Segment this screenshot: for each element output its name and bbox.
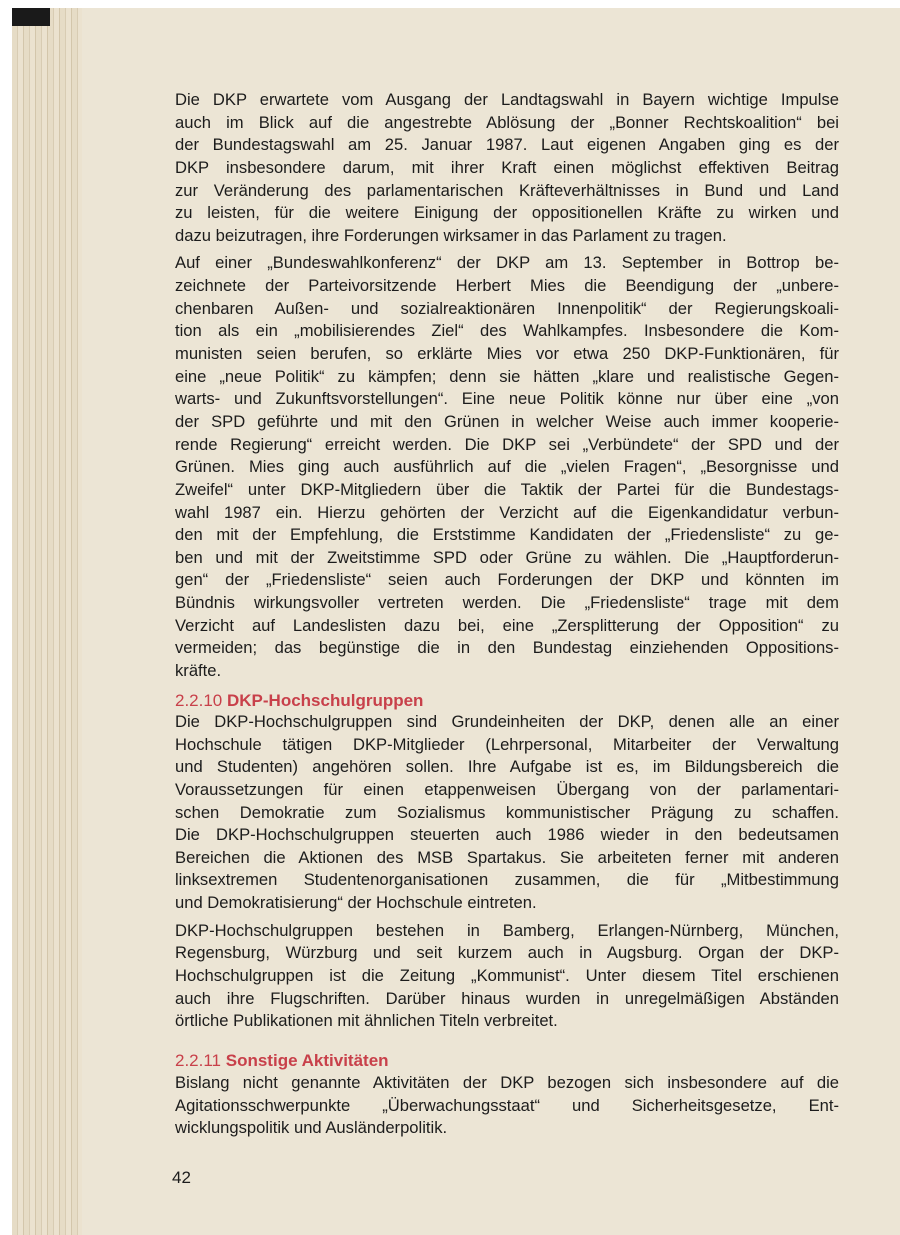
text-line: Bislang nicht genannte Aktivitäten der DKP bezogen sich insbesondere auf die bbox=[175, 1073, 839, 1092]
text-line: DKP insbesondere darum, mit ihrer Kraft einen möglichst effektiven Beitrag bbox=[175, 157, 839, 177]
section-number: 2.2.11 bbox=[175, 1051, 222, 1070]
text-line: örtliche Publikationen mit ähnlichen Titeln verbreitet. bbox=[175, 1011, 558, 1031]
section-title: DKP-Hochschulgruppen bbox=[227, 691, 424, 710]
book-page-edges bbox=[12, 8, 82, 1235]
text-line: Auf einer „Bundeswahlkonferenz“ der DKP am 13. September in Bottrop be- bbox=[175, 253, 839, 273]
text-line: Voraussetzungen für einen etappenweisen Übergang von der parlamentari- bbox=[175, 779, 839, 799]
text-line: zur Veränderung des parlamentarischen Kräfteverhältnisses in Bund und Land bbox=[175, 180, 839, 200]
text-block-sonstige bbox=[175, 1072, 839, 1145]
text-line: kräfte. bbox=[175, 661, 222, 681]
text-block-hochschulgruppen bbox=[175, 711, 839, 1038]
text-line: Grünen. Mies ging auch ausführlich auf die „vielen Fragen“, „Besorgnisse und bbox=[175, 457, 839, 477]
text-line: Die DKP-Hochschulgruppen steuerten auch 1986 wieder in den bedeutsamen bbox=[175, 825, 839, 845]
book-cover-corner bbox=[12, 8, 50, 26]
section-heading-hochschulgruppen bbox=[175, 689, 839, 713]
text-line: eine „neue Politik“ zu kämpfen; denn sie hätten „klare und realistische Gegen- bbox=[175, 366, 839, 386]
text-line: Zweifel“ unter DKP-Mitgliedern über die Taktik der Partei für die Bundestags- bbox=[175, 479, 839, 499]
text-line: der SPD geführte und mit den Grünen in welcher Weise auch immer kooperie- bbox=[175, 411, 839, 431]
text-line: auch ihre Flugschriften. Darüber hinaus wurden in unregelmäßigen Abständen bbox=[175, 988, 839, 1008]
text-line: schen Demokratie zum Sozialismus kommunistischer Prägung zu schaffen. bbox=[175, 802, 839, 822]
page-number: 42 bbox=[172, 1168, 191, 1187]
text-line: Agitationsschwerpunkte „Überwachungsstaat“ und Sicherheitsgesetze, Ent- bbox=[175, 1095, 839, 1115]
text-line: vermeiden; das begünstige die in den Bundestag einziehenden Oppositions- bbox=[175, 638, 839, 658]
paragraph bbox=[175, 89, 839, 247]
text-block-election bbox=[175, 89, 839, 688]
text-line: wicklungspolitik und Ausländerpolitik. bbox=[175, 1118, 448, 1138]
text-line: linksextremen Studentenorganisationen zusammen, die für „Mitbestimmung bbox=[175, 870, 839, 890]
paragraph bbox=[175, 711, 839, 915]
text-line: und Demokratisierung“ der Hochschule eintreten. bbox=[175, 893, 537, 913]
text-line: tion als ein „mobilisierendes Ziel“ des Wahlkampfes. Insbesondere die Kom- bbox=[175, 321, 839, 341]
text-line: gen“ der „Friedensliste“ seien auch Forderungen der DKP und könnten im bbox=[175, 570, 839, 590]
text-line: warts- und Zukunftsvorstellungen“. Eine neue Politik könne nur über eine „von bbox=[175, 389, 839, 409]
text-line: dazu beizutragen, ihre Forderungen wirksamer in das Parlament zu tragen. bbox=[175, 225, 727, 245]
text-line: Bereichen die Aktionen des MSB Spartakus. Sie arbeiteten ferner mit anderen bbox=[175, 847, 839, 867]
text-line: Die DKP erwartete vom Ausgang der Landtagswahl in Bayern wichtige Impulse bbox=[175, 90, 839, 109]
section-heading-sonstige bbox=[175, 1049, 839, 1073]
text-line: rende Regierung“ erreicht werden. Die DKP sei „Verbündete“ der SPD und der bbox=[175, 434, 839, 454]
section-number: 2.2.10 bbox=[175, 691, 223, 710]
text-line: zeichnete der Parteivorsitzende Herbert Mies die Beendigung der „unbere- bbox=[175, 276, 839, 296]
text-line: Hochschulgruppen ist die Zeitung „Kommunist“. Unter diesem Titel erschienen bbox=[175, 966, 839, 986]
section-title: Sonstige Aktivitäten bbox=[225, 1051, 389, 1070]
text-line: zu leisten, für die weitere Einigung der oppositionellen Kräfte zu wirken und bbox=[175, 203, 839, 223]
text-line: Bündnis wirkungsvoller vertreten werden. Die „Friedensliste“ trage mit dem bbox=[175, 593, 839, 613]
text-line: Verzicht auf Landeslisten dazu bei, eine „Zersplitterung der Opposition“ zu bbox=[175, 615, 839, 635]
text-line: den mit der Empfehlung, die Erststimme Kandidaten der „Friedensliste“ zu ge- bbox=[175, 525, 839, 545]
text-line: wahl 1987 ein. Hierzu gehörten der Verzicht auf die Eigenkandidatur verbun- bbox=[175, 502, 839, 522]
text-line: und Studenten) angehören sollen. Ihre Aufgabe ist es, im Bildungsbereich die bbox=[175, 757, 839, 777]
text-line: munisten seien berufen, so erklärte Mies vor etwa 250 DKP-Funktionären, für bbox=[175, 344, 839, 364]
text-line: Regensburg, Würzburg und seit kurzem auch in Augsburg. Organ der DKP- bbox=[175, 943, 839, 963]
text-line: der Bundestagswahl am 25. Januar 1987. Laut eigenen Angaben ging es der bbox=[175, 135, 839, 155]
text-line: chenbaren Außen- und sozialreaktionären Innenpolitik“ der Regierungskoali- bbox=[175, 298, 839, 318]
text-line: ben und mit der Zweitstimme SPD oder Grüne zu wählen. Die „Hauptforderun- bbox=[175, 547, 839, 567]
paragraph bbox=[175, 920, 839, 1033]
text-line: DKP-Hochschulgruppen bestehen in Bamberg, Erlangen-Nürnberg, München, bbox=[175, 920, 839, 940]
text-line: auch im Blick auf die angestrebte Ablösung der „Bonner Rechtskoalition“ bei bbox=[175, 112, 839, 132]
paragraph bbox=[175, 252, 839, 682]
text-line: Die DKP-Hochschulgruppen sind Grundeinheiten der DKP, denen alle an einer bbox=[175, 712, 839, 731]
text-line: Hochschule tätigen DKP-Mitglieder (Lehrpersonal, Mitarbeiter der Verwaltung bbox=[175, 734, 839, 754]
paragraph bbox=[175, 1072, 839, 1140]
